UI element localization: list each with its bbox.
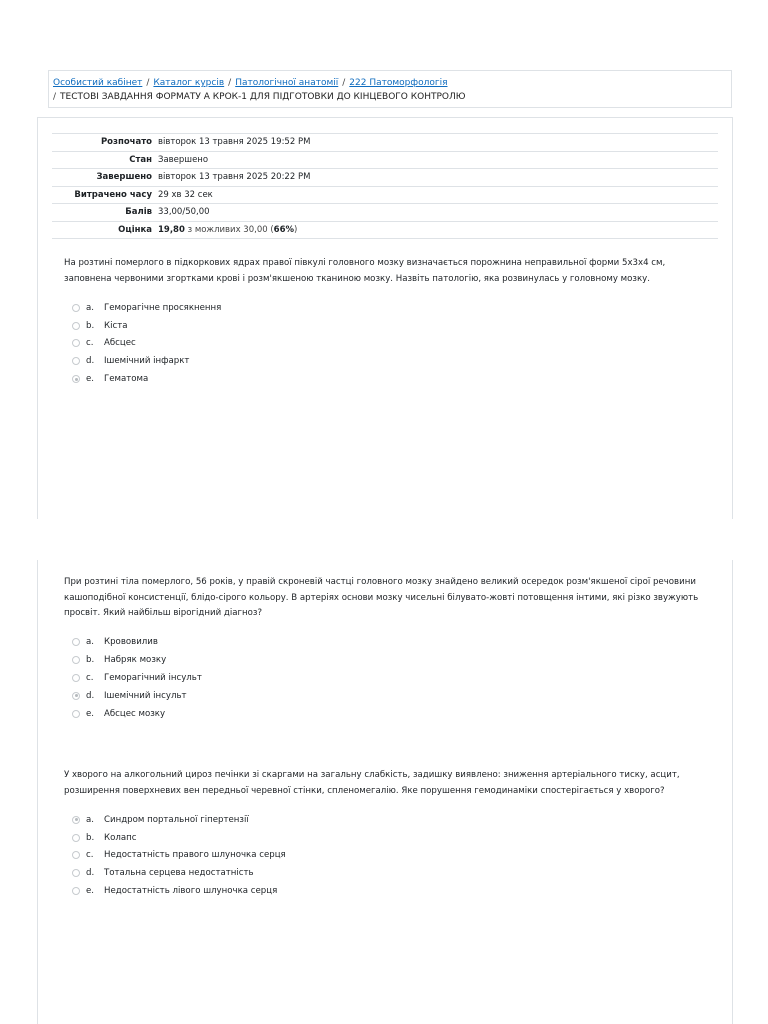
- option-letter: c.: [86, 338, 94, 349]
- option-label: Абсцес: [104, 338, 136, 349]
- summary-value: Завершено: [158, 154, 209, 165]
- summary-label: Оцінка: [118, 224, 152, 235]
- answer-list: [64, 634, 704, 723]
- option-label: Ішемічний інфаркт: [104, 356, 190, 367]
- grade-percent: 66%: [273, 224, 295, 235]
- answer-option[interactable]: [64, 847, 704, 865]
- radio-button[interactable]: [72, 357, 80, 365]
- option-letter: a.: [86, 637, 94, 648]
- option-label: Кіста: [104, 320, 128, 331]
- answer-option[interactable]: [64, 299, 704, 317]
- question-3: [64, 768, 704, 900]
- radio-button[interactable]: [72, 816, 80, 824]
- summary-label: Стан: [129, 154, 152, 165]
- radio-button[interactable]: [72, 834, 80, 842]
- option-label: Недостатність правого шлуночка серця: [104, 850, 286, 861]
- grade-out-of: з можливих 30,00 (: [187, 224, 274, 235]
- radio-button[interactable]: [72, 339, 80, 347]
- option-letter: b.: [86, 320, 95, 331]
- option-label: Крововилив: [104, 637, 158, 648]
- answer-option[interactable]: [64, 829, 704, 847]
- answer-option[interactable]: [64, 634, 704, 652]
- option-label: Ішемічний інсульт: [104, 690, 187, 701]
- radio-button[interactable]: [72, 304, 80, 312]
- quiz-review-card: [37, 560, 733, 1024]
- summary-row-started: [52, 134, 718, 152]
- option-label: Геморагічний інсульт: [104, 672, 202, 683]
- radio-button[interactable]: [72, 674, 80, 682]
- breadcrumb-separator: /: [342, 78, 346, 88]
- grade-close: ): [294, 224, 298, 235]
- answer-option[interactable]: [64, 687, 704, 705]
- radio-button[interactable]: [72, 638, 80, 646]
- radio-button[interactable]: [72, 656, 80, 664]
- answer-option[interactable]: [64, 651, 704, 669]
- answer-option[interactable]: [64, 335, 704, 353]
- option-letter: c.: [86, 672, 94, 683]
- answer-option[interactable]: [64, 864, 704, 882]
- summary-label: Балів: [125, 207, 152, 218]
- option-label: Колапс: [104, 832, 137, 843]
- breadcrumb-separator: /: [146, 78, 150, 88]
- option-letter: d.: [86, 356, 95, 367]
- breadcrumb-link-dashboard[interactable]: Особистий кабінет: [53, 78, 143, 88]
- summary-value: вівторок 13 травня 2025 20:22 PM: [158, 172, 311, 183]
- summary-row-time-taken: [52, 186, 718, 204]
- radio-button[interactable]: [72, 692, 80, 700]
- answer-option[interactable]: [64, 811, 704, 829]
- grade-score: 19,80: [158, 224, 185, 235]
- summary-value: вівторок 13 травня 2025 19:52 PM: [158, 137, 311, 148]
- answer-option[interactable]: [64, 882, 704, 900]
- breadcrumb-separator: /: [228, 78, 232, 88]
- question-1: [64, 256, 704, 388]
- summary-row-marks: [52, 204, 718, 222]
- option-label: Абсцес мозку: [104, 708, 166, 719]
- breadcrumb-link-course[interactable]: 222 Патоморфологія: [349, 78, 448, 88]
- breadcrumb: [48, 70, 732, 108]
- radio-button[interactable]: [72, 322, 80, 330]
- question-text: При розтині тіла померлого, 56 років, у правій скроневій частці головного мозку знайдено великий осередок розм'якшеної сірої речовини кашоподібної консистенції, блідо-сірого кольору. В артеріях основи мозку чисельні білувато-жовті потовщення інтими, які різко звужують просвіт. Який найбільш вірогідний діагноз?: [64, 577, 699, 618]
- answer-option[interactable]: [64, 317, 704, 335]
- summary-row-completed: [52, 169, 718, 187]
- breadcrumb-link-department[interactable]: Патологічної анатомії: [235, 78, 339, 88]
- answer-option[interactable]: [64, 352, 704, 370]
- attempt-summary-table: [52, 133, 718, 239]
- breadcrumb-link-course-catalog[interactable]: Каталог курсів: [153, 78, 225, 88]
- summary-label: Завершено: [96, 172, 152, 183]
- radio-button[interactable]: [72, 887, 80, 895]
- option-letter: e.: [86, 708, 95, 719]
- option-letter: d.: [86, 868, 95, 879]
- option-letter: a.: [86, 814, 94, 825]
- answer-option[interactable]: [64, 669, 704, 687]
- answer-list: [64, 299, 704, 388]
- radio-button[interactable]: [72, 375, 80, 383]
- option-label: Гематома: [104, 374, 149, 385]
- answer-option[interactable]: [64, 705, 704, 723]
- option-label: Набряк мозку: [104, 655, 167, 666]
- option-letter: e.: [86, 886, 95, 897]
- answer-list: [64, 811, 704, 900]
- option-label: Тотальна серцева недостатність: [104, 868, 254, 879]
- breadcrumb-current: ТЕСТОВІ ЗАВДАННЯ ФОРМАТУ А КРОК-1 ДЛЯ ПІДГОТОВКИ ДО КІНЦЕВОГО КОНТРОЛЮ: [60, 92, 466, 102]
- option-label: Недостатність лівого шлуночка серця: [104, 886, 278, 897]
- option-letter: e.: [86, 374, 95, 385]
- option-letter: c.: [86, 850, 94, 861]
- radio-button[interactable]: [72, 710, 80, 718]
- option-letter: b.: [86, 655, 95, 666]
- question-text: На розтині померлого в підкоркових ядрах правої півкулі головного мозку визначається порожнина неправильної форми 5х3х4 см, заповнена червоними згортками крові і розм'якшеною тканиною мозку. Назвіть патологію, яка розвинулась у головному мозку.: [64, 258, 666, 284]
- radio-button[interactable]: [72, 869, 80, 877]
- summary-row-state: [52, 151, 718, 169]
- summary-value: 33,00/50,00: [158, 207, 210, 218]
- summary-label: Витрачено часу: [74, 189, 152, 200]
- option-label: Геморагічне просякнення: [104, 302, 222, 313]
- quiz-review-card: [37, 117, 733, 519]
- option-label: Синдром портальної гіпертензії: [104, 814, 249, 825]
- option-letter: b.: [86, 832, 95, 843]
- summary-row-grade: [52, 221, 718, 239]
- question-text: У хворого на алкогольний цироз печінки зі скаргами на загальну слабкість, задишку виявлено: зниження артеріального тиску, асцит, розширення поверхневих вен передньої черевної стінки, спленомегалію. Яке порушення гемодинаміки спостерігається у хворого?: [64, 770, 680, 796]
- question-2: [64, 575, 704, 722]
- summary-value: 29 хв 32 сек: [158, 189, 213, 200]
- summary-label: Розпочато: [100, 137, 152, 148]
- summary-grade-value: [158, 221, 718, 239]
- answer-option[interactable]: [64, 370, 704, 388]
- radio-button[interactable]: [72, 851, 80, 859]
- option-letter: d.: [86, 690, 95, 701]
- breadcrumb-separator: /: [53, 92, 57, 102]
- option-letter: a.: [86, 302, 94, 313]
